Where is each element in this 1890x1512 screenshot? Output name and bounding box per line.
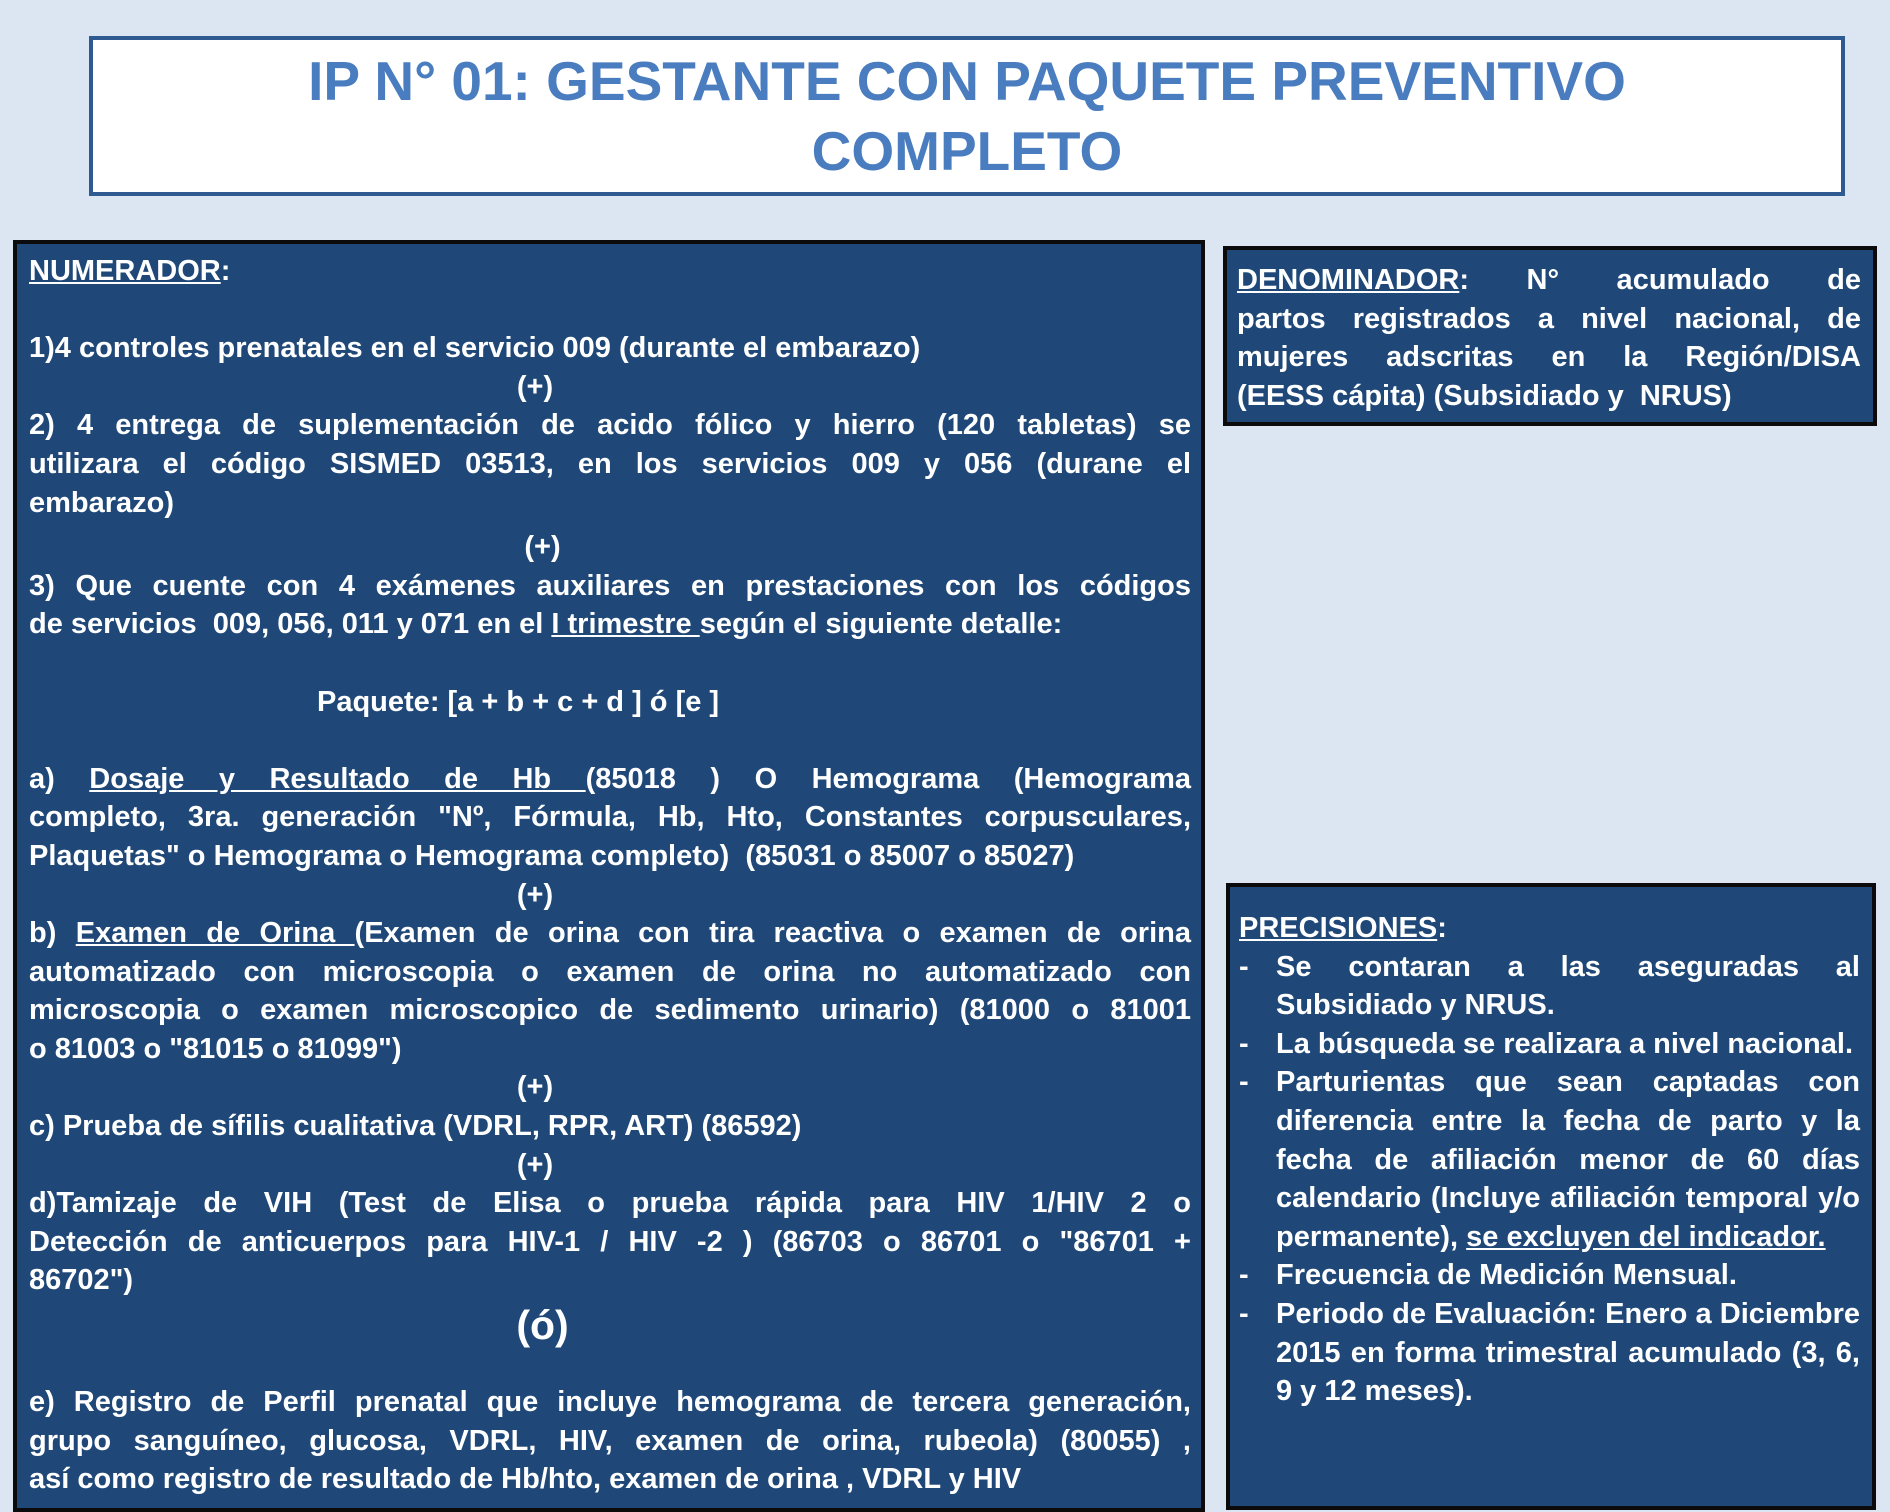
item-2-line-2: utilizara el código SISMED 03513, en los servicios 009 y 056 (durane el (29, 447, 1191, 480)
denominador-text: : N° acumulado de (1459, 264, 1861, 296)
precisiones-colon: : (1437, 912, 1447, 944)
denominador-line-3: mujeres adscritas en la Región/DISA (1237, 341, 1861, 374)
list-item: - Frecuencia de Medición Mensual. (1239, 1256, 1860, 1295)
numerador-heading-line (29, 252, 1191, 291)
numerador-panel (13, 240, 1205, 1512)
item-e-line-3: así como registro de resultado de Hb/hto, examen de orina , VDRL y HIV (29, 1463, 1022, 1496)
item-3-text: de servicios 009, 056, 011 y 071 en el (29, 608, 552, 641)
trimestre-underlined: I trimestre (551, 608, 700, 641)
denominador-panel (1223, 246, 1877, 426)
item-d-line-1: d)Tamizaje de VIH (Test de Elisa o prueba rápida para HIV 1/HIV 2 o (29, 1187, 1191, 1220)
denominador-line-4: (EESS cápita) (Subsidiado y NRUS) (1237, 379, 1732, 412)
item-2-line-3: embarazo) (29, 486, 175, 519)
item-d-line-3: 86702") (29, 1264, 134, 1297)
item-a-line-1 (29, 760, 1191, 799)
item-3-text-end: según el siguiente detalle: (699, 608, 1063, 641)
precisiones-heading-line (1239, 909, 1860, 948)
item-b-line-4: o 81003 o "81015 o 81099") (29, 1032, 402, 1065)
item-e-line-1: e) Registro de Perfil prenatal que incluye hemograma de tercera generación, (29, 1386, 1191, 1419)
item-a-line-2: completo, 3ra. generación "Nº, Fórmula, Hb, Hto, Constantes corpusculares, (29, 801, 1191, 834)
dosaje-underlined: Dosaje y Resultado de Hb (89, 762, 586, 795)
item-1: 1)4 controles prenatales en el servicio 009 (durante el embarazo) (29, 332, 921, 365)
list-item: - Periodo de Evaluación: Enero a Diciembre 2015 en forma trimestral acumulado (3, 6, 9 y 12 meses). (1239, 1295, 1860, 1411)
title-box (89, 36, 1845, 196)
or-sign: (ó) (516, 1302, 569, 1349)
item-b-prefix: b) (29, 917, 76, 950)
denominador-line-2: partos registrados a nivel nacional, de (1237, 302, 1861, 335)
plus-sign: (+) (516, 370, 554, 403)
item-2-line-1: 2) 4 entrega de suplementación de acido fólico y hierro (120 tabletas) se (29, 409, 1191, 442)
spacer (29, 721, 1191, 760)
numerador-colon: : (220, 255, 231, 287)
item-b-line-3: microscopia o examen microscopico de sedimento urinario) (81000 o 81001 (29, 994, 1191, 1027)
spacer (29, 1350, 1191, 1383)
plus-sign: (+) (516, 1071, 554, 1104)
page-title-line-2: COMPLETO (811, 120, 1123, 182)
page-title-line-1: IP N° 01: GESTANTE CON PAQUETE PREVENTIVO (308, 50, 1626, 112)
item-e-line-2: grupo sanguíneo, glucosa, VDRL, HIV, examen de orina, rubeola) (80055) , (29, 1424, 1191, 1457)
denominador-heading: DENOMINADOR (1237, 264, 1460, 296)
item-c: c) Prueba de sífilis cualitativa (VDRL, RPR, ART) (86592) (29, 1110, 802, 1143)
numerador-heading: NUMERADOR (29, 255, 221, 287)
item-b-line-1 (29, 914, 1191, 953)
paquete-formula: Paquete: [a + b + c + d ] ó [e ] (317, 685, 720, 718)
item-a-line-3: Plaquetas" o Hemograma o Hemograma completo) (85031 o 85007 o 85027) (29, 839, 1075, 872)
list-item (1239, 1063, 1860, 1256)
item-a-prefix: a) (29, 762, 90, 795)
item-b-line-2: automatizado con microscopia o examen de orina no automatizado con (29, 955, 1191, 988)
plus-sign: (+) (516, 1148, 554, 1181)
item-3-line-2 (29, 605, 1191, 644)
precisiones-heading: PRECISIONES (1239, 912, 1438, 944)
orina-underlined: Examen de Orina (75, 917, 355, 950)
spacer (29, 291, 1191, 330)
item-a-text: (85018 ) O Hemograma (Hemograma (585, 762, 1191, 795)
list-item-text: Parturientas que sean captadas con diferencia entre la fecha de parto y la fecha de afiliación menor de 60 días calendario (Incluye afiliación temporal y/o permanente), (1276, 1066, 1860, 1253)
denominador-line-1 (1237, 261, 1861, 300)
item-d-line-2: Detección de anticuerpos para HIV-1 / HIV -2 ) (86703 o 86701 o "86701 + (29, 1225, 1191, 1258)
plus-sign: (+) (516, 878, 554, 911)
precisiones-list (1239, 948, 1860, 1411)
plus-sign: (+) (524, 531, 561, 564)
spacer (29, 644, 1191, 683)
item-b-text: (Examen de orina con tira reactiva o examen de orina (354, 917, 1191, 950)
item-3-line-1: 3) Que cuente con 4 exámenes auxiliares en prestaciones con los códigos (29, 569, 1191, 602)
list-item: - La búsqueda se realizara a nivel nacional. (1239, 1025, 1860, 1064)
precisiones-panel (1226, 883, 1876, 1510)
excluyen-underlined: se excluyen del indicador. (1466, 1220, 1826, 1253)
list-item: - Se contaran a las aseguradas al Subsidiado y NRUS. (1239, 948, 1860, 1025)
